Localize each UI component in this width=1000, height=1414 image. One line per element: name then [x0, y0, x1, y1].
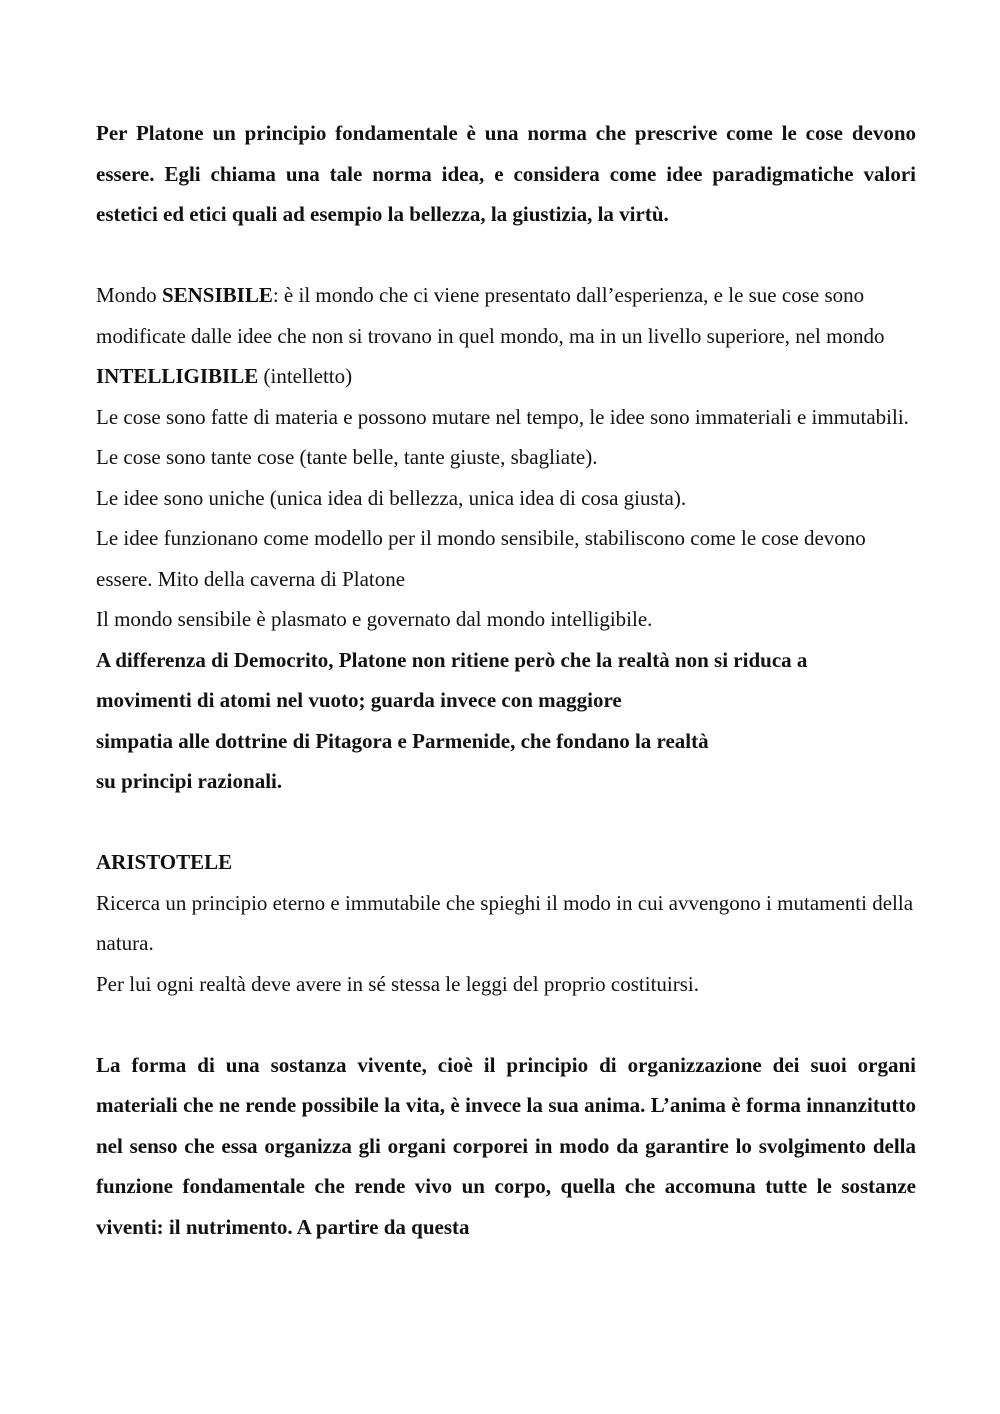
aristotele-heading: ARISTOTELE [96, 850, 233, 874]
democrito-line: simpatia alle dottrine di Pitagora e Parmenide, che fondano la realtà [96, 728, 709, 753]
paragraph-spacer [96, 235, 916, 276]
mondo-sensibile-paragraph [96, 275, 916, 397]
democrito-paragraph [96, 640, 916, 802]
platone-intro-paragraph: Per Platone un principio fondamentale è una norma che prescrive come le cose devono essere. Egli chiama una tale norma idea, e considera come idee paradigmatiche valori estetici ed etici quali ad esempio la bellezza, la giustizia, la virtù. [96, 121, 916, 226]
aristotele-ricerca-paragraph: Ricerca un principio eterno e immutabile che spieghi il modo in cui avvengono i mutamenti della natura. [96, 890, 914, 955]
document-page [96, 113, 916, 1247]
paragraph-spacer [96, 1004, 916, 1045]
mondo-suffix: (intelletto) [258, 364, 353, 388]
mondo-description: : è il mondo che ci viene presentato dall’esperienza, e le sue cose sono modificate dalle idee che non si trovano in quel mondo, ma in un livello superiore, nel mondo [96, 283, 885, 348]
sensibile-term: SENSIBILE [161, 283, 273, 307]
mondo-plasmato-paragraph: Il mondo sensibile è plasmato e governato dal mondo intelligibile. [96, 607, 653, 631]
cose-materia-paragraph: Le cose sono fatte di materia e possono mutare nel tempo, le idee sono immateriali e immutabili. Le cose sono tante cose (tante belle, tante giuste, sbagliate). [96, 404, 909, 469]
democrito-line: A differenza di Democrito, Platone non ritiene però che la realtà non si riduca a [96, 647, 808, 672]
idee-uniche-paragraph: Le idee sono uniche (unica idea di bellezza, unica idea di cosa giusta). [96, 485, 687, 510]
idee-modello-paragraph: Le idee funzionano come modello per il mondo sensibile, stabiliscono come le cose devono essere. Mito della caverna di Platone [96, 526, 866, 591]
forma-sostanza-paragraph: La forma di una sostanza vivente, cioè il principio di organizzazione dei suoi organi materiali che ne rende possibile la vita, è invece la sua anima. L’anima è forma innanzitutto nel senso che essa organizza gli organi corporei in modo da garantire lo svolgimento della funzione fondamentale che rende vivo un corpo, quella che accomuna tutte le sostanze viventi: il nutrimento. A partire da questa [96, 1052, 916, 1239]
aristotele-realta-paragraph: Per lui ogni realtà deve avere in sé stessa le leggi del proprio costituirsi. [96, 971, 699, 996]
paragraph-spacer [96, 802, 916, 843]
democrito-line: su principi razionali. [96, 769, 283, 793]
intelligibile-term: INTELLIGIBILE [96, 364, 259, 388]
mondo-prefix: Mondo [96, 283, 162, 307]
democrito-line: movimenti di atomi nel vuoto; guarda invece con maggiore [96, 688, 622, 712]
